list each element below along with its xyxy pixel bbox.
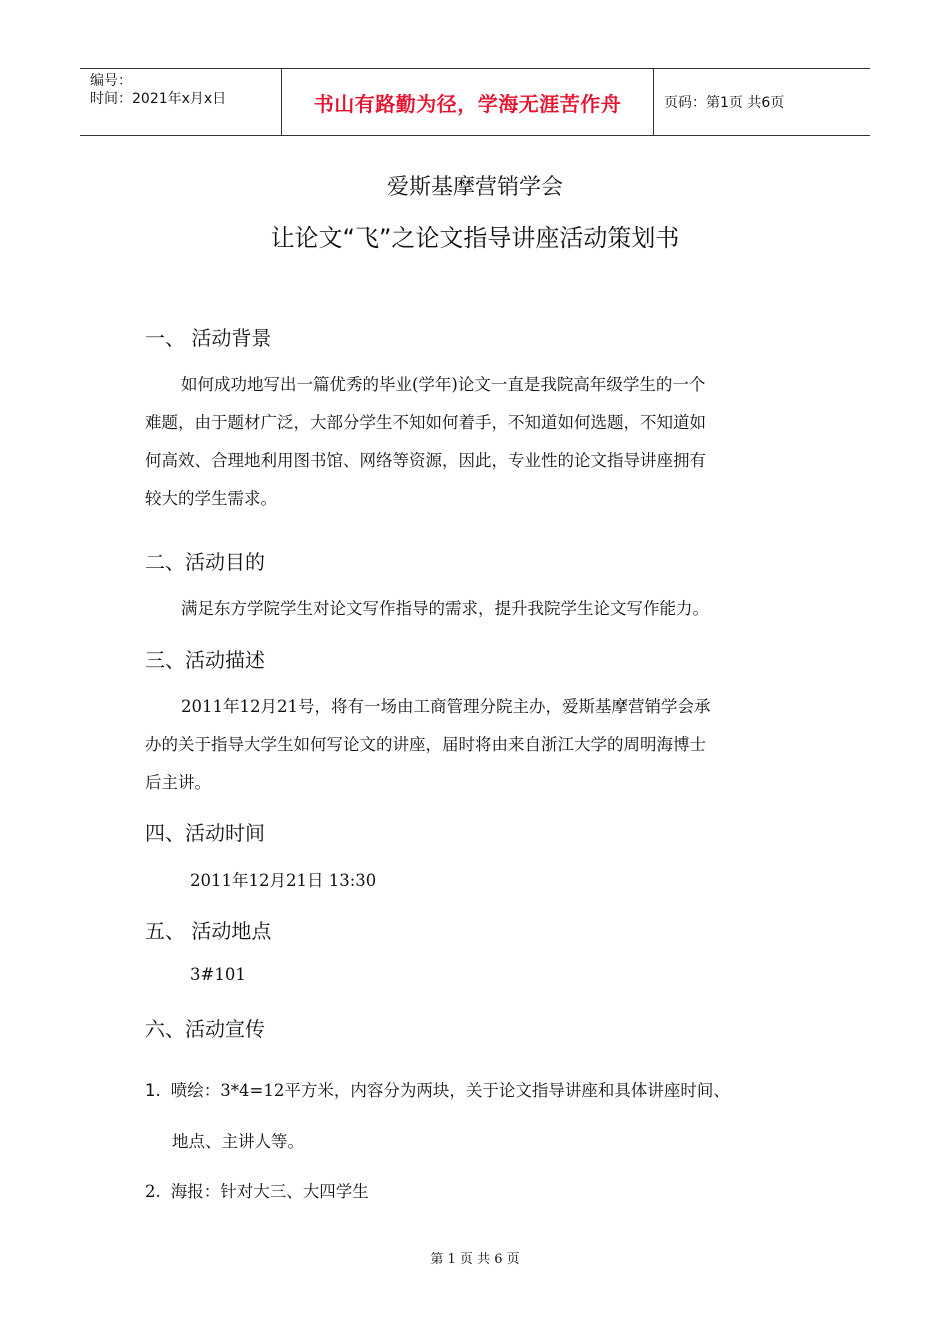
section-heading-purpose: 二、活动目的 — [145, 550, 265, 574]
header-motto: 书山有路勤为径，学海无涯苦作舟 — [313, 91, 622, 116]
document-title: 让论文“飞”之论文指导讲座活动策划书 — [270, 224, 680, 252]
paragraph-line: 何高效、合理地利用图书馆、网络等资源，因此，专业性的论文指导讲座拥有 — [145, 451, 706, 470]
paragraph-line: 后主讲。 — [145, 773, 211, 792]
paragraph-line: 办的关于指导大学生如何写论文的讲座，届时将由来自浙江大学的周明海博士 — [145, 735, 706, 754]
list-label: 喷绘： — [170, 1081, 221, 1100]
paragraph-line: 2011年12月21号，将有一场由工商管理分院主办，爱斯基摩营销学会承 — [181, 697, 711, 716]
paragraph-line: 难题，由于题材广泛，大部分学生不知如何着手，不知道如何选题，不知道如 — [145, 413, 706, 432]
section-heading-description: 三、活动描述 — [145, 648, 265, 672]
list-text: 3*4=12平方米，内容分为两块，关于论文指导讲座和具体讲座时间、 — [220, 1081, 730, 1100]
list-item — [145, 1178, 369, 1202]
header-number: 编号： — [90, 73, 132, 89]
list-label: 海报： — [170, 1182, 221, 1201]
paragraph-line: 如何成功地写出一篇优秀的毕业(学年)论文一直是我院高年级学生的一个 — [181, 375, 706, 394]
page-footer: 第 1 页 共 6 页 — [430, 1252, 520, 1267]
section-heading-time: 四、活动时间 — [145, 821, 265, 845]
section-heading-background: 一、 活动背景 — [145, 326, 272, 350]
paragraph-line: 较大的学生需求。 — [145, 489, 277, 508]
list-number: 1. — [145, 1081, 161, 1100]
document-header — [80, 68, 870, 136]
header-page-info: 页码：第1页 共6页 — [664, 95, 785, 111]
header-time: 时间：2021年x月x日 — [90, 91, 227, 107]
section-heading-location: 五、 活动地点 — [145, 919, 272, 943]
event-time: 2011年12月21日 13:30 — [190, 871, 377, 890]
header-motto-cell — [281, 69, 654, 135]
list-text: 针对大三、大四学生 — [220, 1182, 369, 1201]
section-heading-promotion: 六、活动宣传 — [145, 1017, 265, 1041]
list-item — [145, 1077, 730, 1101]
list-item-continuation: 地点、主讲人等。 — [172, 1132, 304, 1151]
org-name: 爱斯基摩营销学会 — [386, 175, 563, 200]
event-location: 3#101 — [190, 965, 246, 984]
header-meta — [80, 69, 281, 135]
paragraph-line: 满足东方学院学生对论文写作指导的需求，提升我院学生论文写作能力。 — [181, 599, 709, 618]
list-number: 2. — [145, 1182, 161, 1201]
